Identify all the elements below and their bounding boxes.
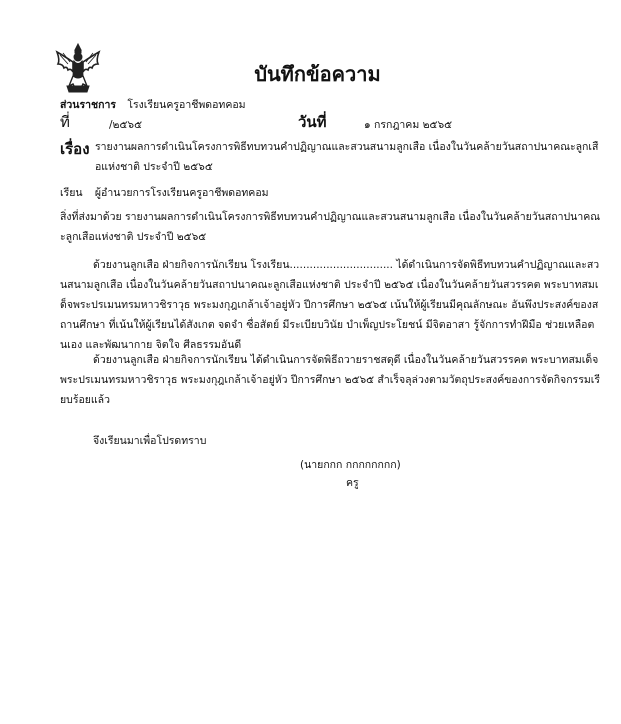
to-value: ผู้อำนวยการโรงเรียนครูอาชีพดอทคอม bbox=[94, 187, 269, 199]
no-value: /๒๕๖๕ bbox=[109, 119, 143, 131]
org-row bbox=[60, 96, 246, 113]
subject-value: รายงานผลการดำเนินโครงการพิธีทบทวนคำปฏิญาณและสวนสนามลูกเสือ เนื่องในวันคล้ายวันสถาปนาคณะลูกเสือแห่งชาติ ประจำปี ๒๕๖๕ bbox=[95, 141, 599, 173]
date-value: ๑ กรกฎาคม ๒๕๖๕ bbox=[364, 119, 453, 131]
no-label: ที่ bbox=[60, 113, 70, 131]
to-label: เรียน bbox=[60, 187, 83, 199]
to-row bbox=[60, 184, 269, 201]
paragraph-1: ด้วยงานลูกเสือ ฝ่ายกิจการนักเรียน โรงเรียน............................... ได้ดำเนินการจัดพิธีทบทวนคำปฏิญาณและสวนสนามลูกเสือ เนื่องในวันคล้ายวันสถาปนาคณะลูกเสือแห่งชาติ ประจำปี ๒๕๖๕ เนื่องในวันคล้ายวันสวรรคต พระบาทสมเด็จพระปรเมนทรมหาวชิราวุธ พระมงกุฎเกล้าเจ้าอยู่หัว ปีการศึกษา ๒๕๖๕ เน้นให้ผู้เรียนมีคุณลักษณะ อันพึงประสงค์ของสถานศึกษา ที่เน้นให้ผู้เรียนได้สังเกต จดจำ ซื่อสัตย์ มีระเบียบวินัย บำเพ็ญประโยชน์ มีจิตอาสา รู้จักการทำฝีมือ ช่วยเหลือตนเอง และพัฒนากาย จิตใจ ศีลธรรมอันดี bbox=[60, 259, 600, 351]
paragraph-2: ด้วยงานลูกเสือ ฝ่ายกิจการนักเรียน ได้ดำเนินการจัดพิธีถวายราชสดุดี เนื่องในวันคล้ายวันสวรรคต พระบาทสมเด็จพระปรเมนทรมหาวชิราวุธ พระมงกุฎเกล้าเจ้าอยู่หัว ปีการศึกษา ๒๕๖๕ สำเร็จลุล่วงตามวัตถุประสงค์ของการจัดกิจกรรมเรียบร้อยแล้ว bbox=[60, 354, 600, 406]
closing-text: จึงเรียนมาเพื่อโปรดทราบ bbox=[93, 435, 207, 447]
memo-title: บันทึกข้อความ bbox=[254, 62, 381, 86]
org-value: โรงเรียนครูอาชีพดอทคอม bbox=[127, 99, 246, 111]
org-label: ส่วนราชการ bbox=[60, 99, 117, 111]
signer-name: (นายกกก กกกกกกกก) bbox=[300, 459, 401, 471]
subject-label: เรื่อง bbox=[60, 140, 90, 158]
date-label: วันที่ bbox=[298, 113, 327, 131]
signer-position: ครู bbox=[346, 477, 359, 489]
enclosure-text: สิ่งที่ส่งมาด้วย รายงานผลการดำเนินโครงการพิธีทบทวนคำปฏิญาณและสวนสนามลูกเสือ เนื่องในวันคล้ายวันสถาปนาคณะลูกเสือแห่งชาติ ประจำปี ๒๕๖๕ bbox=[60, 211, 600, 243]
